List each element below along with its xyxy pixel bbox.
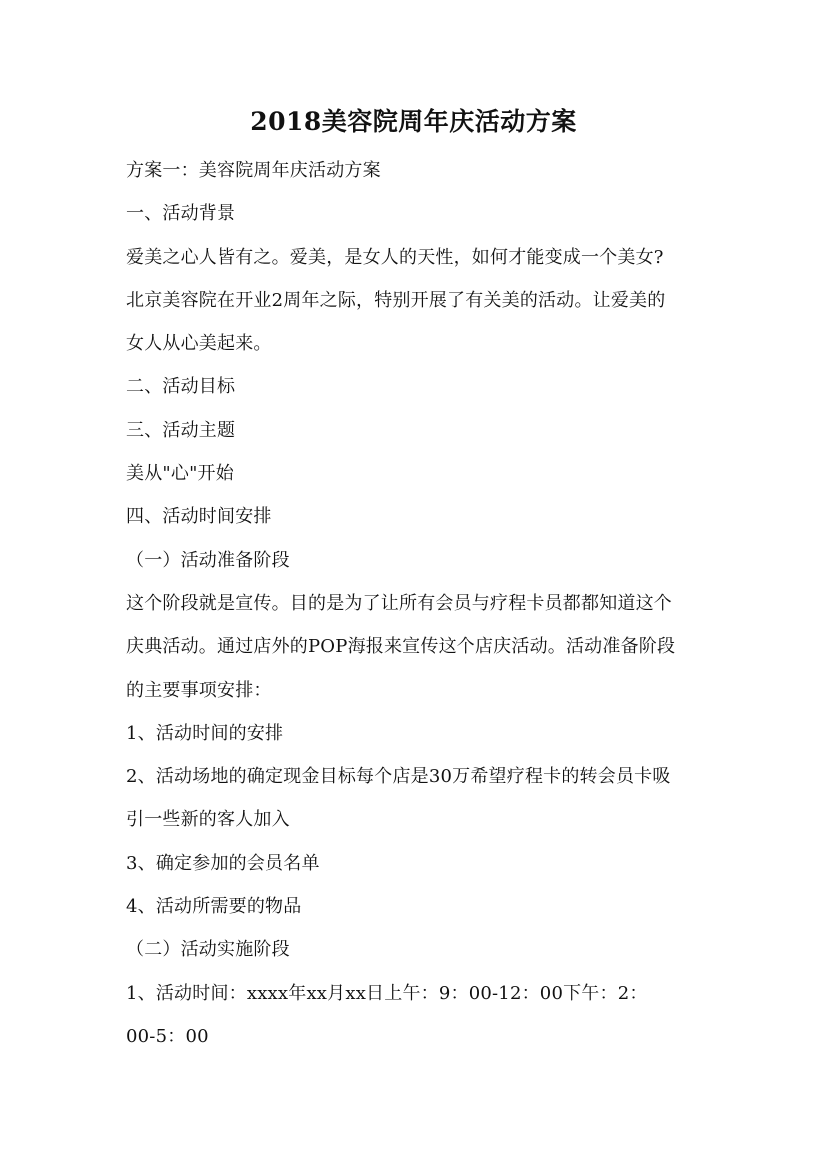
list-item: 1、活动时间的安排: [126, 722, 284, 744]
paragraph-line: 庆典活动。通过店外的POP海报来宣传这个店庆活动。活动准备阶段: [126, 636, 676, 658]
section-heading-background: 一、活动背景: [126, 203, 236, 225]
list-item: 3、确定参加的会员名单: [126, 852, 320, 874]
list-item: 2、活动场地的确定现金目标每个店是30万希望疗程卡的转会员卡吸: [126, 766, 671, 788]
subsection-heading-implementation: （二）活动实施阶段: [126, 939, 290, 961]
section-heading-goal: 二、活动目标: [126, 376, 236, 398]
theme-text: 美从"心"开始: [126, 463, 234, 485]
paragraph-line: 女人从心美起来。: [126, 333, 272, 355]
plan-heading: 方案一：美容院周年庆活动方案: [126, 160, 381, 181]
list-item-continuation: 引一些新的客人加入: [126, 809, 290, 831]
paragraph-line: 爱美之心人皆有之。爱美，是女人的天性，如何才能变成一个美女?: [126, 246, 664, 268]
paragraph-line: 这个阶段就是宣传。目的是为了让所有会员与疗程卡员都都知道这个: [126, 592, 672, 614]
document-body: [126, 149, 716, 1058]
section-heading-theme: 三、活动主题: [126, 419, 236, 441]
subsection-heading-preparation: （一）活动准备阶段: [126, 549, 290, 571]
list-item-continuation: 00-5：00: [126, 1025, 209, 1047]
paragraph-line: 的主要事项安排：: [126, 679, 272, 701]
section-heading-schedule: 四、活动时间安排: [126, 506, 272, 528]
paragraph-line: 北京美容院在开业2周年之际，特别开展了有关美的活动。让爱美的: [126, 289, 666, 311]
list-item: 1、活动时间：xxxx年xx月xx日上午：9：00-12：00下午：2：: [126, 982, 648, 1004]
document-title: 2018美容院周年庆活动方案: [250, 107, 577, 136]
list-item: 4、活动所需要的物品: [126, 896, 302, 918]
